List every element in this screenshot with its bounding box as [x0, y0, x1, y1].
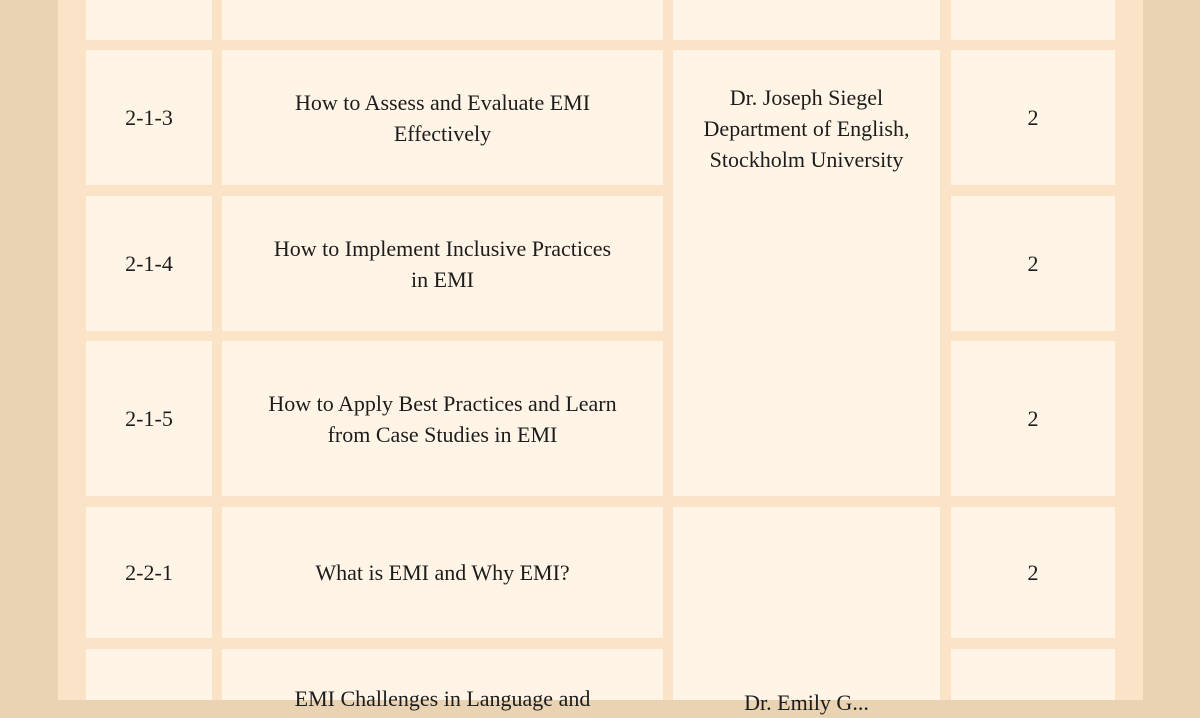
table-row-code [86, 507, 212, 638]
course-title-line: How to Apply Best Practices and Learn [268, 390, 617, 416]
course-code: 2-1-5 [125, 406, 173, 431]
table-row-title [222, 649, 663, 711]
instructor-department: Department of English, [703, 116, 910, 141]
table-row-title [222, 341, 663, 496]
course-code: 2-2-1 [125, 560, 173, 585]
course-title-line: from Case Studies in EMI [327, 421, 558, 447]
course-title-line: Effectively [393, 120, 492, 146]
table-row-credits [951, 50, 1115, 185]
course-credits: 2 [1027, 406, 1039, 431]
table-row-code [86, 196, 212, 331]
table-row-code [86, 341, 212, 496]
table-row-credits [951, 341, 1115, 496]
table-cell-title [222, 0, 663, 40]
table-row-credits [951, 507, 1115, 638]
table-row-title [222, 50, 663, 185]
course-credits: 2 [1027, 251, 1039, 276]
table-row-credits [951, 196, 1115, 331]
course-code: 2-1-3 [125, 105, 173, 130]
course-credits: 2 [1027, 105, 1039, 130]
table-cell-instructor [673, 0, 940, 40]
course-credits: 2 [1027, 560, 1039, 585]
table-frame [58, 0, 1143, 715]
table-cell-credits [951, 0, 1115, 40]
course-title-line: How to Assess and Evaluate EMI [294, 89, 591, 115]
table-row-code [86, 649, 212, 700]
instructor-cell [673, 507, 940, 715]
instructor-university: Stockholm University [709, 147, 904, 172]
course-title-line: What is EMI and Why EMI? [315, 560, 570, 585]
instructor-cell [673, 50, 940, 496]
course-title-line: How to Implement Inclusive Practices [273, 235, 612, 261]
course-code: 2-1-4 [125, 251, 173, 276]
instructor-name: Dr. Joseph Siegel [729, 85, 884, 110]
table-row-title [222, 507, 663, 638]
table-row-credits [951, 649, 1115, 700]
course-title-line: EMI Challenges in Language and [294, 686, 591, 711]
table-row-title [222, 196, 663, 331]
table-cell-code [86, 0, 212, 40]
course-title-line: in EMI [411, 266, 474, 292]
table-row-code [86, 50, 212, 185]
instructor-name: Dr. Emily G... [744, 690, 869, 715]
